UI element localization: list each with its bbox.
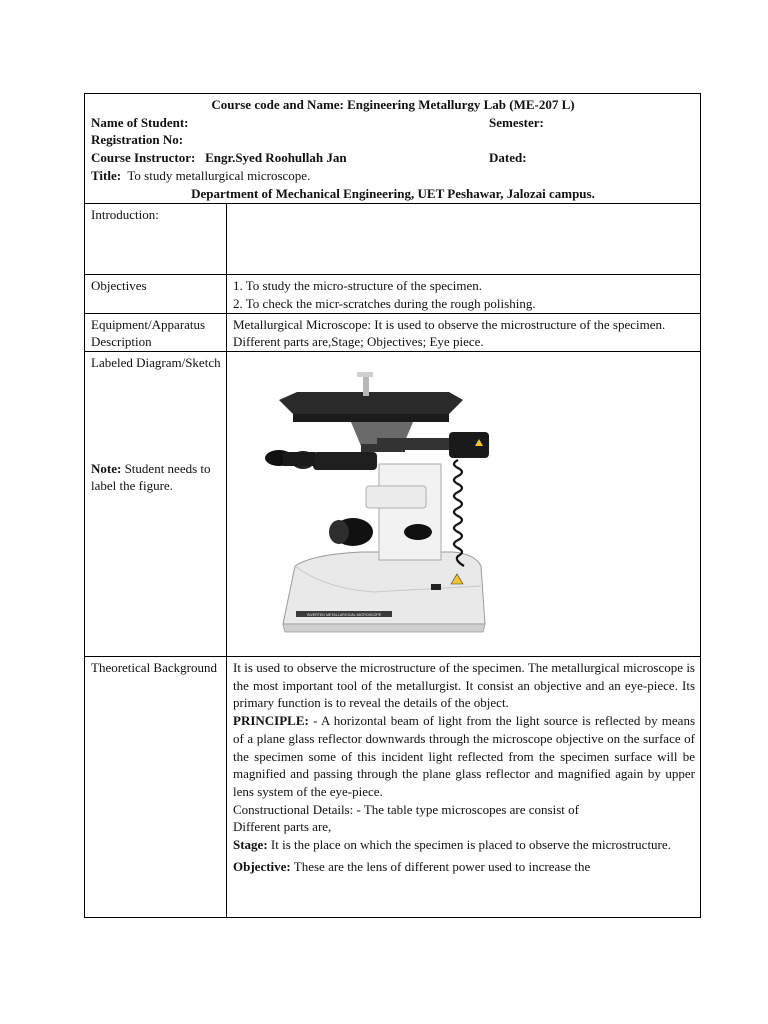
principle-text: - A horizontal beam of light from the light source is reflected by means of a plane glass reflector downwards through the microscope objective on the surface of the specimen some of this incident light reflected from the specimen surface will be magnified and passing through the plane glass reflector and magnified again by upper lens system of the eye-piece.	[233, 713, 695, 799]
note-text	[91, 460, 221, 495]
semester-label: Semester:	[489, 114, 544, 130]
instructor-name: Engr.Syed Roohullah Jan	[205, 150, 347, 166]
note-body: Student needs to label the figure.	[91, 460, 211, 494]
stage-text: It is the place on which the specimen is placed to observe the microstructure.	[270, 837, 671, 853]
title-label: Title:	[91, 167, 122, 183]
theory-cell	[227, 657, 701, 918]
department-line: Department of Mechanical Engineering, UET Peshawar, Jalozai campus.	[191, 185, 595, 201]
student-row	[91, 114, 695, 132]
objective-2: 2. To check the micr-scratches during the rough polishing.	[233, 295, 536, 311]
equipment-text: Metallurgical Microscope: It is used to observe the microstructure of the specimen. Different parts are,Stage; Objectives; Eye piece.	[227, 313, 701, 351]
lab-document	[84, 93, 701, 918]
introduction-label: Introduction:	[85, 204, 227, 275]
introduction-cell	[227, 204, 701, 275]
objective-1: 1. To study the micro-structure of the specimen.	[233, 278, 483, 294]
theory-paragraph: It is used to observe the microstructure of the specimen. The metallurgical microscope is the most important tool of the metallurgist. It consist an objective and an eye-piece. Its primary function is to reveal the details of the object.	[233, 660, 695, 711]
dated-label: Dated:	[489, 150, 527, 166]
objective-bold: Objective:	[233, 858, 291, 874]
student-label: Name of Student:	[91, 114, 189, 130]
objectives-cell	[227, 275, 701, 313]
diagram-cell	[227, 352, 701, 657]
diagram-label: Labeled Diagram/Sketch	[91, 355, 221, 371]
stage-bold: Stage:	[233, 837, 268, 853]
different-parts-line: Different parts are,	[233, 819, 332, 835]
microscope-image	[253, 356, 503, 642]
course-line: Course code and Name: Engineering Metallurgy Lab (ME-207 L)	[211, 97, 575, 112]
stage-paragraph	[233, 836, 695, 854]
equipment-label: Equipment/Apparatus Description	[85, 313, 227, 351]
instructor-row	[91, 149, 695, 167]
theory-label: Theoretical Background	[85, 657, 227, 918]
objective-paragraph	[233, 858, 695, 876]
diagram-label-cell	[85, 352, 227, 657]
document-header	[84, 93, 701, 203]
objectives-row	[85, 275, 701, 313]
plate-text: INVERTED METALLURGICAL MICROSCOPE	[306, 613, 382, 618]
introduction-row	[85, 204, 701, 275]
microscope-figure	[233, 356, 553, 648]
principle-bold: PRINCIPLE:	[233, 713, 309, 729]
note-bold: Note:	[91, 460, 122, 476]
lab-table	[84, 203, 701, 918]
title-row	[91, 167, 695, 185]
construction-line: Constructional Details: - The table type microscopes are consist of	[233, 801, 579, 817]
instructor-label: Course Instructor:	[91, 150, 196, 166]
objective-text: These are the lens of different power used to increase the	[293, 858, 591, 874]
diagram-row	[85, 352, 701, 657]
registration-label: Registration No:	[91, 132, 184, 148]
principle-paragraph	[233, 712, 695, 801]
equipment-row	[85, 313, 701, 351]
objectives-label: Objectives	[85, 275, 227, 313]
title-value: To study metallurgical microscope.	[127, 167, 311, 183]
theory-row	[85, 657, 701, 918]
registration-row	[91, 131, 695, 149]
